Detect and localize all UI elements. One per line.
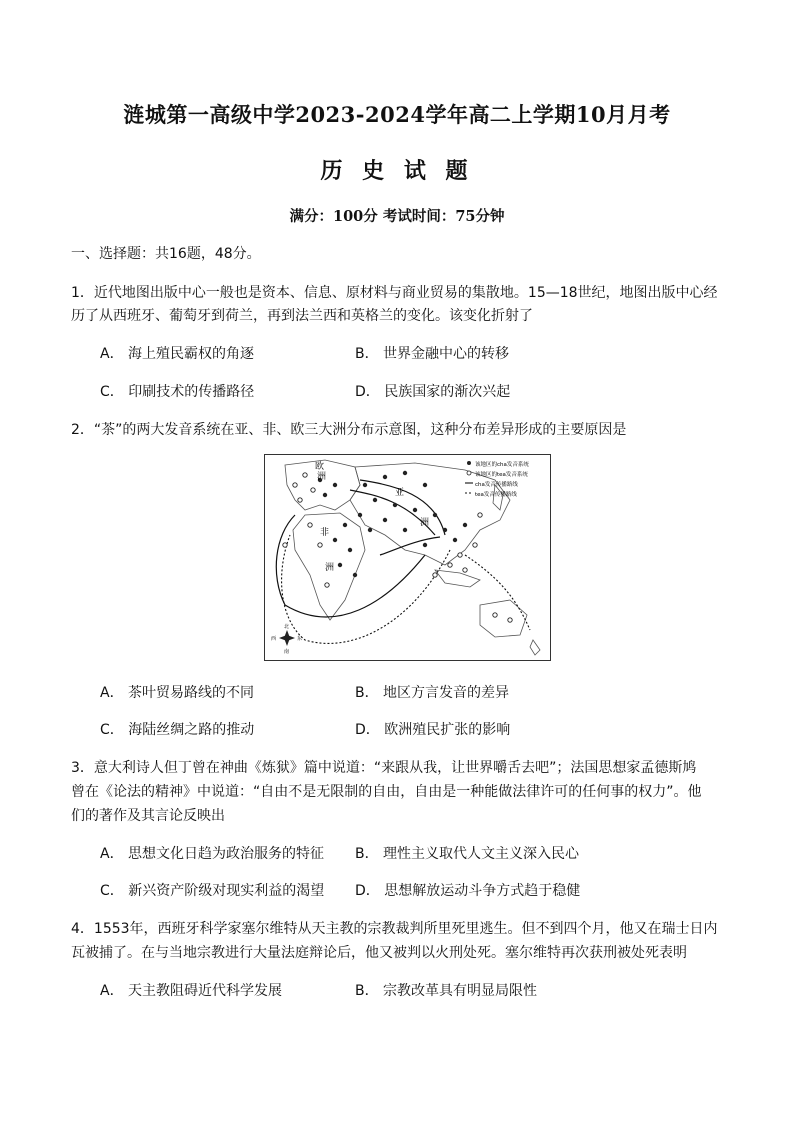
q2-option-c[interactable]: C． 海陆丝绸之路的推动: [100, 722, 255, 738]
question-3-line-3: 们的著作及其言论反映出: [71, 808, 225, 824]
question-1-line-2: 历了从西班牙、葡萄牙到荷兰，再到法兰西和英格兰的变化。该变化折射了: [71, 308, 533, 324]
q3-option-c[interactable]: C． 新兴资产阶级对现实利益的渴望: [100, 883, 325, 899]
label-asia: 亚: [395, 488, 405, 498]
q1-option-c[interactable]: C． 印刷技术的传播路径: [100, 384, 255, 400]
q3-option-a[interactable]: A． 思想文化日趋为政治服务的特征: [100, 846, 325, 862]
tea-route-sea: [282, 535, 450, 643]
legend-tea-route: tea发音传播路线: [475, 492, 517, 498]
cha-route-india: [380, 537, 440, 555]
question-2-line-1: 2．“茶”的两大发音系统在亚、非、欧三大洲分布示意图，这种分布差异形成的主要原因是: [71, 422, 627, 438]
label-africa: 非: [320, 528, 330, 538]
tea-pronunciation-map: [264, 454, 551, 661]
australia-outline: [480, 600, 527, 637]
newzealand-outline: [530, 640, 540, 655]
compass-icon: [271, 623, 302, 655]
q2-option-a[interactable]: A． 茶叶贸易路线的不同: [100, 685, 255, 701]
q3-option-b[interactable]: B． 理性主义取代人文主义深入民心: [355, 846, 580, 862]
svg-text:西: 西: [271, 636, 277, 642]
indonesia-outline: [435, 570, 480, 587]
exam-subject: 历 史 试 题: [320, 158, 474, 184]
legend-cha-route: cha发音传播路线: [475, 482, 518, 488]
tea-route-australia: [465, 555, 530, 630]
q4-option-a[interactable]: A． 天主教阻碍近代科学发展: [100, 983, 283, 999]
cha-route-silk-road: [350, 490, 435, 535]
label-europe-2: 洲: [317, 472, 327, 482]
cha-route-africa: [276, 515, 425, 617]
q2-option-d[interactable]: D． 欧洲殖民扩张的影响: [355, 722, 511, 738]
q3-option-d[interactable]: D． 思想解放运动斗争方式趋于稳健: [355, 883, 581, 899]
svg-text:南: 南: [284, 649, 290, 655]
question-3-line-2: 曾在《论法的精神》中说道：“自由不是无限制的自由，自由是一种能做法律许可的任何事的权力”。他: [71, 784, 702, 800]
q1-option-b[interactable]: B． 世界金融中心的转移: [355, 346, 510, 362]
section-heading: 一、选择题：共16题，48分。: [71, 246, 261, 262]
map-legend: [465, 460, 529, 498]
label-africa-2: 洲: [325, 563, 335, 573]
question-1-line-1: 1．近代地图出版中心一般也是资本、信息、原材料与商业贸易的集散地。15—18世纪，地图出版中心经: [71, 285, 718, 301]
asia-outline: [350, 463, 510, 565]
label-europe: 欧: [315, 462, 325, 472]
q4-option-b[interactable]: B． 宗教改革具有明显局限性: [355, 983, 538, 999]
question-4-line-1: 4．1553年，西班牙科学家塞尔维特从天主教的宗教裁判所里死里逃生。但不到四个月，他又在瑞士日内: [71, 921, 718, 937]
q2-option-b[interactable]: B． 地区方言发音的差异: [355, 685, 510, 701]
legend-cha-region: 该地区的cha发音系统: [475, 462, 529, 468]
legend-tea-region: 该地区的tea发音系统: [475, 472, 528, 478]
label-asia-2: 洲: [420, 518, 430, 528]
q1-option-a[interactable]: A． 海上殖民霸权的角逐: [100, 346, 255, 362]
svg-text:东: 东: [297, 636, 303, 642]
svg-text:北: 北: [284, 624, 290, 630]
exam-title: 涟城第一高级中学2023-2024学年高二上学期10月月考: [123, 102, 671, 127]
question-4-line-2: 瓦被捕了。在与当地宗教进行大量法庭辩论后，他又被判以火刑处死。塞尔维特再次获刑被处死表明: [71, 945, 687, 961]
question-3-line-1: 3．意大利诗人但丁曾在神曲《炼狱》篇中说道：“来跟从我，让世界嚼舌去吧”；法国思想家孟德斯鸠: [71, 760, 697, 776]
exam-meta: 满分：100分 考试时间：75分钟: [289, 208, 505, 225]
q1-option-d[interactable]: D． 民族国家的渐次兴起: [355, 384, 511, 400]
